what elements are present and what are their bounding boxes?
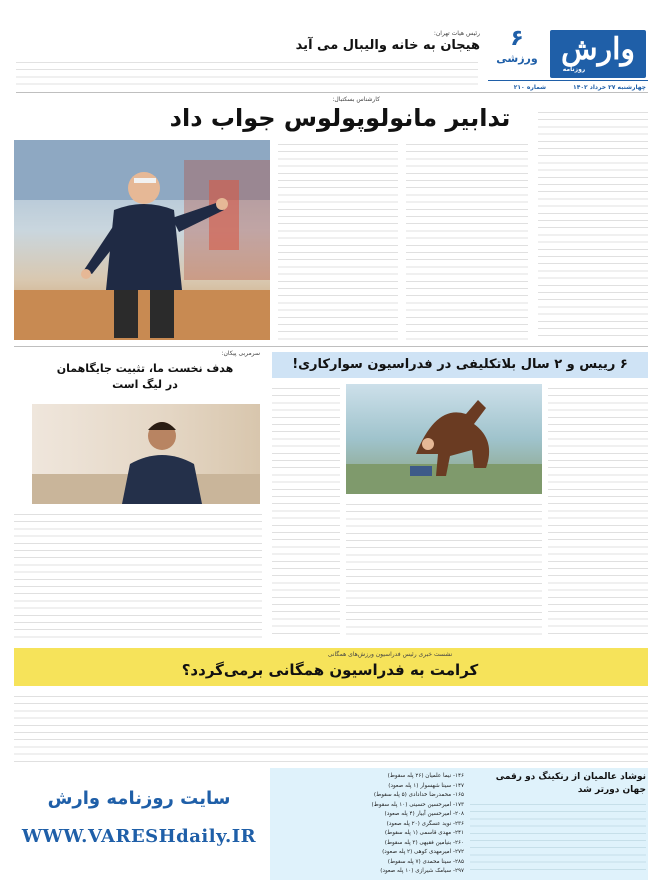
advert-box	[14, 768, 264, 880]
peykan-headline-2: در لیگ است	[112, 378, 178, 391]
ranking-item: ۲۸۵- سینا محمدی (۷ پله سقوط)	[387, 858, 464, 865]
masthead	[488, 26, 648, 102]
page-number: ۶	[510, 26, 524, 51]
crisis-body	[14, 692, 648, 762]
ranking-body	[470, 800, 646, 876]
riders-headline: ۶ رییس و ۲ سال بلاتکلیفی در فدراسیون سوارکاری!	[292, 357, 628, 372]
riders-body-col-right	[548, 384, 648, 640]
crisis-headline: کرامت به فدراسیون همگانی برمی‌گردد؟	[181, 661, 479, 679]
crisis-kicker: نشست خبری رئیس فدراسیون ورزش‌های همگانی	[327, 651, 453, 658]
basketball-kicker: کارشناس بسکتبال:	[332, 96, 380, 103]
ranking-item: ۱۶۵- محمدرضا خدادادی (۵ پله سقوط)	[373, 792, 464, 798]
volleyball-body	[16, 58, 478, 88]
ranking-item: ۲۴۱- مهدی قاسمی (۱ پله سقوط)	[384, 830, 464, 836]
peykan-body	[14, 510, 262, 640]
ranking-item: ۲۰۸- امیرحسین آبیار (۴ پله صعود)	[384, 811, 464, 817]
section-label: ورزشی	[496, 52, 538, 65]
ranking-item: ۲۹۷- سیامک شیرازی (۱۰ پله صعود)	[380, 868, 464, 874]
issue-line: شماره ۲۱۰	[513, 84, 546, 91]
peykan-coach-photo	[32, 404, 260, 504]
peykan-headline-1: هدف نخست ما، تثبیت جایگاهمان	[56, 362, 234, 375]
ranking-headline-2: جهان دورتر شد	[577, 785, 646, 795]
ranking-list	[276, 772, 464, 877]
advert-line-1: سایت روزنامه وارش	[47, 788, 231, 809]
riders-body-col-mid	[346, 500, 542, 640]
volleyball-kicker: رئیس هیات تهران:	[433, 30, 480, 37]
horse-illustration	[346, 384, 542, 494]
advert-line-2[interactable]: WWW.VARESHdaily.IR	[21, 826, 257, 847]
volleyball-headline: هیجان به خانه والیبال می آید	[295, 38, 480, 53]
basketball-headline: تدابیر مانولوپولوس جواب داد	[169, 104, 511, 132]
masthead-logo-sub: روزنامه	[562, 66, 586, 73]
coach-illustration	[14, 140, 270, 340]
riders-body-col-left	[272, 384, 340, 640]
main-left-body-col	[538, 108, 648, 338]
ranking-item: ۲۶۰- بنیامین فقیهی (۳ پله سقوط)	[384, 839, 464, 846]
basketball-body-col-1	[278, 140, 398, 340]
ranking-item: ۱۴۷- سینا شهسوار (۱ پله صعود)	[388, 782, 464, 789]
basketball-body-col-2	[406, 140, 528, 340]
ranking-headline-1: نوشاد عالمیان از رنکینگ دو رقمی	[495, 772, 646, 782]
date-line: چهارشنبه ۲۷ خرداد ۱۴۰۲	[573, 84, 646, 91]
ranking-item: ۱۴۶- نیما علمیان (۲۶ پله سقوط)	[387, 773, 464, 779]
ranking-item: ۲۳۶- نوید عسگری (۲۰ پله صعود)	[386, 820, 464, 827]
horse-photo	[346, 384, 542, 494]
masthead-logo: وارش	[561, 32, 635, 67]
ranking-item: ۲۷۲- امیرمهدی کوهی (۲ پله صعود)	[382, 849, 464, 855]
peykan-kicker: سرمربی پیکان:	[221, 350, 260, 357]
coach-photo	[14, 140, 270, 340]
ranking-item: ۱۷۳- امیرحسین حسینی (۱۰ پله سقوط)	[371, 801, 464, 808]
peykan-coach-illustration	[32, 404, 260, 504]
